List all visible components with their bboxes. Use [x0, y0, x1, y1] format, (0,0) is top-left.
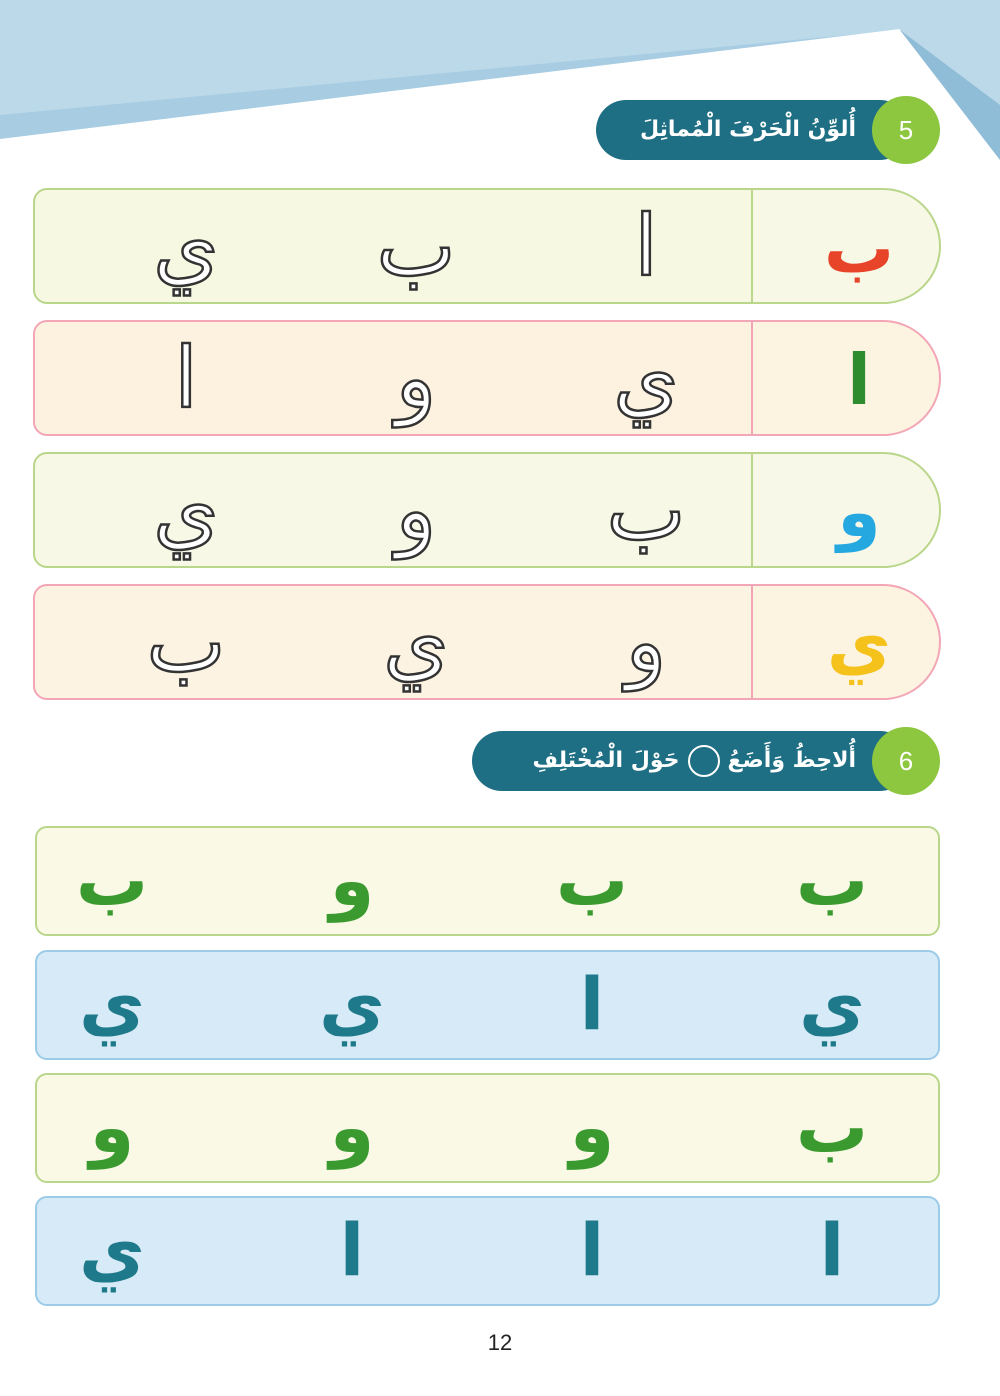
sample-letter-tab	[751, 320, 941, 436]
choice-letter[interactable]: ي	[319, 962, 385, 1046]
odd-one-out-row	[35, 1196, 940, 1306]
outline-letter[interactable]: ب	[376, 197, 456, 295]
sample-letter-tab	[751, 188, 941, 304]
outline-letter[interactable]: ب	[146, 593, 226, 691]
page-number: 12	[487, 1330, 513, 1355]
choice-letter[interactable]: و	[569, 1085, 615, 1169]
choice-letter[interactable]: ب	[75, 838, 149, 922]
sample-letter-tab	[751, 452, 941, 568]
circle-icon	[688, 745, 720, 777]
choice-letter[interactable]: و	[89, 1085, 135, 1169]
sample-letter: ا	[847, 339, 871, 421]
exercise-6-number-badge: 6	[872, 727, 940, 795]
color-row	[33, 452, 941, 568]
exercise-5-title: أُلوِّنُ الْحَرْفَ الْمُماثِلَ	[639, 117, 856, 142]
outline-letter[interactable]: ا	[634, 197, 658, 295]
sample-letter: و	[837, 471, 881, 553]
outline-letter[interactable]: و	[395, 329, 437, 427]
outline-letter[interactable]: ي	[153, 461, 219, 559]
choice-letter[interactable]: ي	[799, 962, 865, 1046]
outline-letter[interactable]: و	[625, 593, 667, 691]
choice-letter[interactable]: و	[329, 1085, 375, 1169]
sample-letter: ب	[823, 207, 895, 289]
choice-letter[interactable]: ب	[795, 838, 869, 922]
choice-letter[interactable]: ا	[579, 962, 605, 1046]
odd-one-out-row	[35, 950, 940, 1060]
choice-letter[interactable]: ا	[339, 1208, 365, 1292]
outline-letter[interactable]: ب	[606, 461, 686, 559]
color-row	[33, 320, 941, 436]
exercise-6-title-before: أُلاحِظُ وَأَضَعُ	[727, 748, 856, 773]
sample-letter-tab	[751, 584, 941, 700]
choice-letter[interactable]: ب	[555, 838, 629, 922]
outline-letter[interactable]: ي	[383, 593, 449, 691]
exercise-6-title-after: حَوْلَ الْمُخْتَلِفِ	[532, 748, 680, 773]
outline-letter[interactable]: ي	[613, 329, 679, 427]
exercise-6-header	[472, 731, 940, 791]
outline-letter[interactable]: ي	[153, 197, 219, 295]
choice-letter[interactable]: ا	[579, 1208, 605, 1292]
choice-letter[interactable]: ا	[819, 1208, 845, 1292]
odd-one-out-row	[35, 826, 940, 936]
choice-letter[interactable]: ي	[79, 1208, 145, 1292]
color-row	[33, 584, 941, 700]
color-row	[33, 188, 941, 304]
exercise-5-number-badge: 5	[872, 96, 940, 164]
sample-letter: ي	[826, 603, 892, 685]
outline-letter[interactable]: و	[395, 461, 437, 559]
exercise-6-title	[533, 731, 856, 791]
choice-letter[interactable]: و	[329, 838, 375, 922]
choice-letter[interactable]: ي	[79, 962, 145, 1046]
exercise-5-header	[596, 100, 940, 160]
odd-one-out-row	[35, 1073, 940, 1183]
outline-letter[interactable]: ا	[174, 329, 198, 427]
choice-letter[interactable]: ب	[795, 1085, 869, 1169]
